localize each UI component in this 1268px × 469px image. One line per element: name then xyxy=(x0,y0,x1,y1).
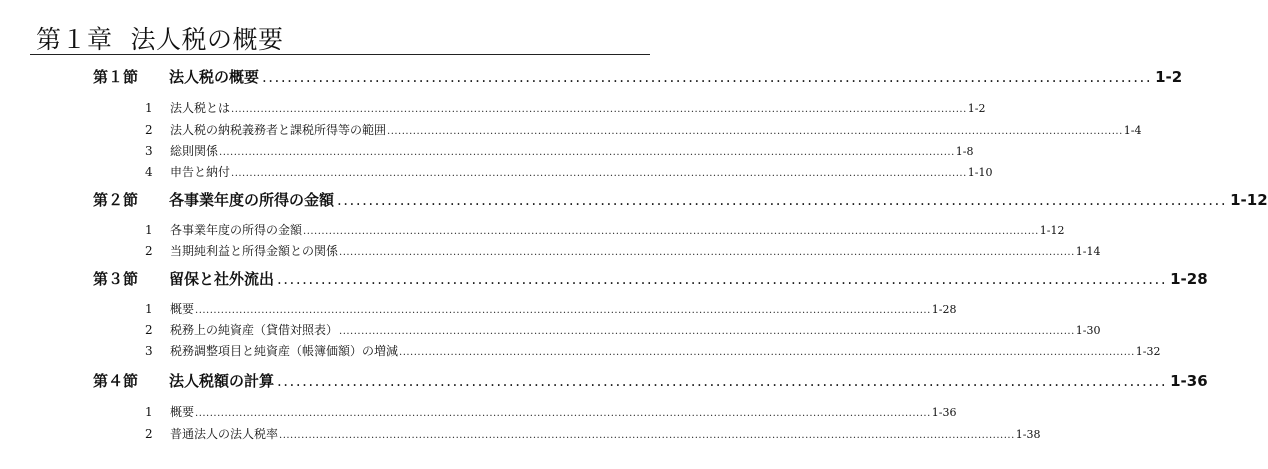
item-page: 1-36 xyxy=(931,406,957,419)
item-page: 1-30 xyxy=(1075,324,1101,337)
item-page: 1-28 xyxy=(931,303,957,316)
item-page: 1-2 xyxy=(967,102,986,115)
toc-item[interactable] xyxy=(145,163,993,180)
section-number: 第１節 xyxy=(93,68,139,86)
toc-section-2[interactable] xyxy=(93,189,1268,210)
item-number: 1 xyxy=(145,405,153,419)
item-number: 2 xyxy=(145,244,153,258)
toc-item[interactable] xyxy=(145,321,1101,338)
dot-leader: ........................................................................................................................................................................................................ xyxy=(387,126,1123,137)
dot-leader: ........................................................................................................................................................................................................ xyxy=(399,347,1135,358)
toc-item[interactable] xyxy=(145,242,1101,259)
toc-section-4[interactable] xyxy=(93,370,1208,391)
item-number: 1 xyxy=(145,223,153,237)
section-number: 第４節 xyxy=(93,372,139,390)
dot-leader: ........................................................................................................................................................................................................ xyxy=(279,430,1015,441)
item-page: 1-38 xyxy=(1015,428,1041,441)
item-title[interactable]: 税務上の純資産（貸借対照表） xyxy=(170,323,339,337)
item-title[interactable]: 普通法人の法人税率 xyxy=(170,427,279,441)
item-number: 2 xyxy=(145,123,153,137)
toc-section-3[interactable] xyxy=(93,268,1208,289)
item-title[interactable]: 申告と納付 xyxy=(170,165,231,179)
dot-leader: ........................................................................................................................................................................................................ xyxy=(303,226,1039,237)
section-title[interactable]: 留保と社外流出 xyxy=(169,270,275,288)
item-number: 3 xyxy=(145,144,153,158)
chapter-divider xyxy=(30,54,650,55)
item-number: 1 xyxy=(145,302,153,316)
dot-leader: ........................................................................................................................................................................................................ xyxy=(231,168,967,179)
item-number: 3 xyxy=(145,344,153,358)
toc-item[interactable] xyxy=(145,403,957,420)
dot-leader: ........................................................................................................................................................................................................ xyxy=(339,247,1075,258)
item-page: 1-14 xyxy=(1075,245,1101,258)
chapter-title xyxy=(36,20,284,56)
item-title[interactable]: 税務調整項目と純資産（帳簿価額）の増減 xyxy=(170,344,399,358)
dot-leader: ........................................................................................................................................................................................................ xyxy=(195,305,931,316)
dot-leader: ........................................................................................................................................................................................................ xyxy=(339,326,1075,337)
item-page: 1-8 xyxy=(955,145,974,158)
item-number: 2 xyxy=(145,427,153,441)
toc-item[interactable] xyxy=(145,142,974,159)
section-number: 第３節 xyxy=(93,270,139,288)
section-page: 1-2 xyxy=(1155,68,1183,86)
dot-leader: ........................................................................................................................................................................................................ xyxy=(231,104,967,115)
chapter-title-text: 法人税の概要 xyxy=(130,25,284,54)
dot-leader: .............................................................................................................................................. xyxy=(262,68,1153,86)
section-page: 1-36 xyxy=(1170,372,1208,390)
section-title[interactable]: 法人税額の計算 xyxy=(169,372,275,390)
item-title[interactable]: 法人税とは xyxy=(170,101,231,115)
dot-leader: ........................................................................................................................................................................................................ xyxy=(219,147,955,158)
section-title[interactable]: 法人税の概要 xyxy=(169,68,260,86)
toc-item[interactable] xyxy=(145,425,1041,442)
toc-item[interactable] xyxy=(145,300,957,317)
item-title[interactable]: 法人税の納税義務者と課税所得等の範囲 xyxy=(170,123,387,137)
chapter-number: 第１章 xyxy=(36,25,113,54)
section-number: 第２節 xyxy=(93,191,139,209)
item-title[interactable]: 当期純利益と所得金額との関係 xyxy=(170,244,339,258)
item-page: 1-4 xyxy=(1123,124,1142,137)
section-page: 1-12 xyxy=(1230,191,1268,209)
item-number: 1 xyxy=(145,101,153,115)
toc-item[interactable] xyxy=(145,342,1161,359)
section-title[interactable]: 各事業年度の所得の金額 xyxy=(169,191,335,209)
item-number: 2 xyxy=(145,323,153,337)
item-title[interactable]: 概要 xyxy=(170,302,195,316)
item-title[interactable]: 各事業年度の所得の金額 xyxy=(170,223,303,237)
toc-item[interactable] xyxy=(145,121,1142,138)
dot-leader: ........................................................................................................................................................................................................ xyxy=(195,408,931,419)
dot-leader: .............................................................................................................................................. xyxy=(277,372,1168,390)
dot-leader: .............................................................................................................................................. xyxy=(337,191,1228,209)
item-number: 4 xyxy=(145,165,153,179)
toc-section-1[interactable] xyxy=(93,66,1183,87)
section-page: 1-28 xyxy=(1170,270,1208,288)
toc-item[interactable] xyxy=(145,99,986,116)
item-title[interactable]: 総則関係 xyxy=(170,144,219,158)
item-page: 1-10 xyxy=(967,166,993,179)
item-title[interactable]: 概要 xyxy=(170,405,195,419)
item-page: 1-32 xyxy=(1135,345,1161,358)
toc-item[interactable] xyxy=(145,221,1065,238)
item-page: 1-12 xyxy=(1039,224,1065,237)
dot-leader: .............................................................................................................................................. xyxy=(277,270,1168,288)
